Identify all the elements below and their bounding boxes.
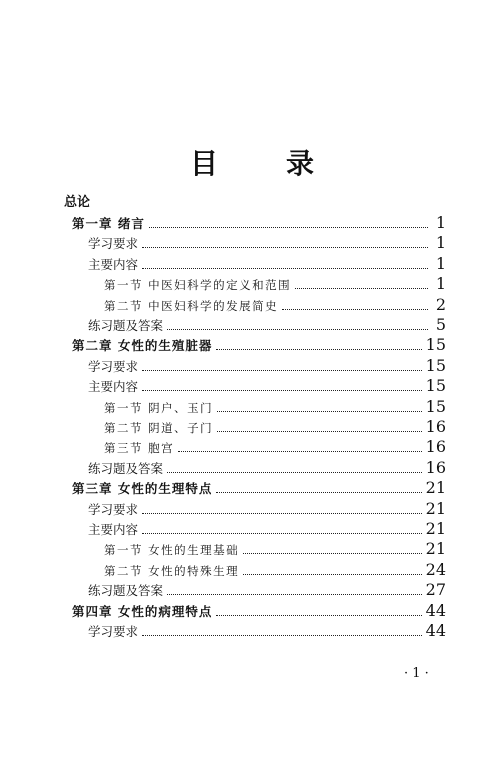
toc-entry[interactable] <box>104 397 446 417</box>
dot-leader <box>167 459 422 473</box>
section-label: 总论 <box>64 195 91 210</box>
toc-entry-page: 1 <box>435 233 446 253</box>
dot-leader <box>178 438 421 452</box>
toc-entry[interactable] <box>88 519 446 539</box>
toc-entry-page: 15 <box>425 355 446 375</box>
toc-entry[interactable] <box>104 539 446 559</box>
dot-leader <box>142 377 422 391</box>
toc-entry[interactable] <box>104 560 446 580</box>
toc-entry-page: 1 <box>435 253 446 273</box>
toc-entry[interactable] <box>88 621 446 641</box>
toc-entry-label: 第一节 女性的生理基础 <box>104 543 240 558</box>
dot-leader <box>243 561 421 575</box>
toc-entry[interactable] <box>72 335 446 355</box>
toc-entry-page: 21 <box>425 539 446 559</box>
dot-leader <box>142 255 428 269</box>
toc-entry-page: 16 <box>425 417 446 436</box>
toc-entry-page: 44 <box>425 621 446 640</box>
toc-entry-page: 44 <box>425 600 446 620</box>
toc-entry-label: 学习要求 <box>88 236 139 252</box>
toc-entry[interactable] <box>72 601 446 621</box>
toc-entry[interactable] <box>104 295 446 315</box>
toc-entry-label: 第二章 女性的生殖脏器 <box>72 338 213 354</box>
toc-entry[interactable] <box>88 356 446 376</box>
toc-entry-page: 2 <box>435 294 446 314</box>
dot-leader <box>216 602 421 616</box>
dot-leader <box>142 357 422 371</box>
dot-leader <box>142 234 428 248</box>
toc-entry-page: 21 <box>425 519 446 538</box>
toc-entry[interactable] <box>88 376 446 396</box>
dot-leader <box>142 520 422 534</box>
toc-entry-page: 21 <box>425 498 446 518</box>
toc-entry-page: 27 <box>425 580 446 600</box>
toc-entry-label: 学习要求 <box>88 624 139 639</box>
toc-entry[interactable] <box>104 274 446 294</box>
toc-entry[interactable] <box>88 315 446 335</box>
toc-entry-label: 第二节 阴道、子门 <box>104 421 214 435</box>
toc-entry-page: 16 <box>425 437 446 457</box>
toc-entry-page: 15 <box>425 396 446 416</box>
dot-leader <box>243 540 421 554</box>
toc-entry-page: 1 <box>435 274 446 294</box>
toc-entry-label: 练习题及答案 <box>88 583 164 599</box>
toc-entry-page: 15 <box>425 376 446 396</box>
toc-entry-page: 16 <box>425 457 446 477</box>
toc-entry-label: 主要内容 <box>88 379 139 395</box>
toc-entry-label: 第三节 胞宫 <box>104 441 175 456</box>
toc-entry[interactable] <box>104 417 446 437</box>
page-title <box>0 142 504 178</box>
toc-entry[interactable] <box>72 213 446 233</box>
dot-leader <box>216 479 421 493</box>
toc-entry[interactable] <box>88 233 446 253</box>
dot-leader <box>149 214 428 228</box>
toc-entry[interactable] <box>104 437 446 457</box>
dot-leader <box>142 500 422 514</box>
toc-entry-label: 第三章 女性的生理特点 <box>72 481 213 497</box>
toc-entry[interactable] <box>88 580 446 600</box>
toc-entry-label: 第四章 女性的病理特点 <box>72 603 213 619</box>
dot-leader <box>142 622 422 636</box>
toc-entry[interactable] <box>88 458 446 478</box>
dot-leader <box>167 316 428 330</box>
toc-entry-label: 学习要求 <box>88 501 139 517</box>
toc-entry-label: 练习题及答案 <box>88 318 164 333</box>
title-char-1: 目 <box>189 147 218 180</box>
toc-entry-label: 第一节 阴户、玉门 <box>104 400 214 415</box>
toc-entry-label: 主要内容 <box>88 522 139 537</box>
toc-entry[interactable] <box>88 499 446 519</box>
dot-leader <box>216 336 421 350</box>
page-number-footer: · 1 · <box>404 666 429 681</box>
toc-entry-page: 15 <box>425 335 446 355</box>
dot-leader <box>282 296 428 310</box>
toc-entry-label: 主要内容 <box>88 256 139 272</box>
toc-entry-label: 第二节 中医妇科学的发展简史 <box>104 298 279 313</box>
dot-leader <box>167 581 422 595</box>
toc-entry-label: 第一节 中医妇科学的定义和范围 <box>104 278 292 293</box>
toc-entry[interactable] <box>72 478 446 498</box>
title-char-2: 录 <box>286 147 315 180</box>
toc-entry-label: 学习要求 <box>88 358 139 374</box>
toc-entry-page: 5 <box>435 315 446 334</box>
dot-leader <box>295 275 428 289</box>
toc-entry[interactable] <box>88 254 446 274</box>
toc-entry-label: 第一章 绪言 <box>72 216 145 231</box>
toc-entry-label: 第二节 女性的特殊生理 <box>104 563 240 578</box>
toc-entry-label: 练习题及答案 <box>88 460 164 476</box>
toc-entry-page: 21 <box>425 478 446 498</box>
toc-entry-page: 1 <box>435 213 446 232</box>
toc-entry-page: 24 <box>425 559 446 579</box>
dot-leader <box>217 398 421 412</box>
dot-leader <box>217 418 421 432</box>
